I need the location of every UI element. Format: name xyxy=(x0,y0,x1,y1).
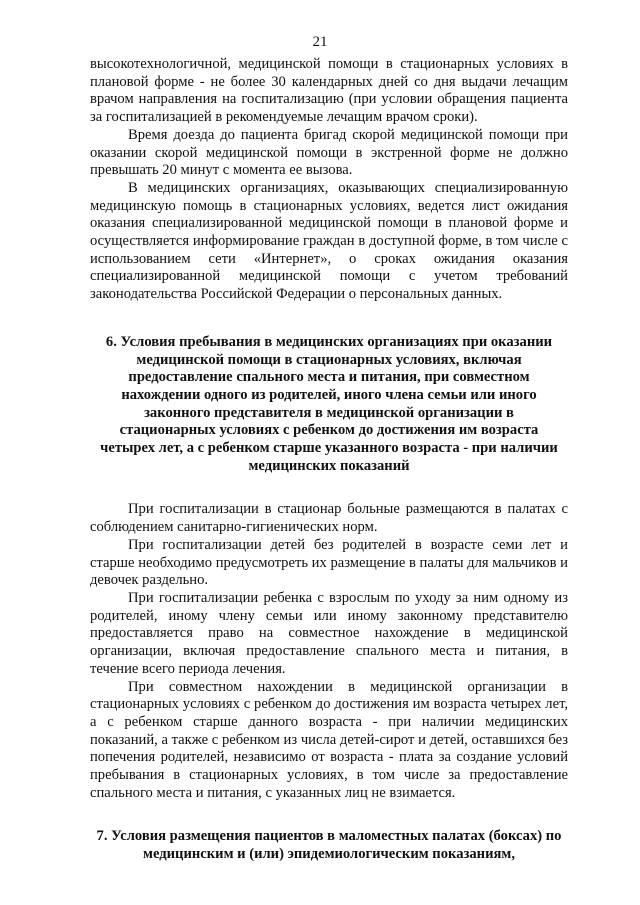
section-6-paragraph-1: При госпитализации в стационар больные размещаются в палатах с соблюдением санитарно-гигиенических норм. xyxy=(90,501,568,536)
document-body xyxy=(90,56,568,864)
section-7-heading: 7. Условия размещения пациентов в маломестных палатах (боксах) по медицинским и (или) эпидемиологическим показаниям, xyxy=(96,828,562,863)
section-6-paragraph-2: При госпитализации детей без родителей в возрасте семи лет и старше необходимо предусмотреть их размещение в палаты для мальчиков и девочек раздельно. xyxy=(90,536,568,589)
section-6-heading: 6. Условия пребывания в медицинских организациях при оказании медицинской помощи в стационарных условиях, включая предоставление спального места и питания, при совместном нахождении одного из родителей, иного члена семьи или иного законного представителя в медицинской организации в стационарных условиях с ребенком до достижения им возраста четырех лет, а с ребенком старше указанного возраста - при наличии медицинских показаний xyxy=(100,333,558,474)
page-number: 21 xyxy=(312,34,328,50)
paragraph-ambulance-time: Время доезда до пациента бригад скорой медицинской помощи при оказании скорой медицинской помощи в экстренной форме не должно превышать 20 минут с момента ее вызова. xyxy=(90,126,568,179)
paragraph-waiting-list: В медицинских организациях, оказывающих специализированную медицинскую помощь в стационарных условиях, ведется лист ожидания оказания специализированной медицинской помощи в плановой форме и осуществляется информирование граждан в доступной форме, в том числе с использованием сети «Интернет», о сроках ожидания оказания специализированной медицинской помощи с учетом требований законодательства Российской Федерации о персональных данных. xyxy=(90,179,568,303)
section-6-paragraph-4: При совместном нахождении в медицинской организации в стационарных условиях с ребенком до достижения им возраста четырех лет, а с ребенком старше данного возраста - при наличии медицинских показаний, а также с ребенком из числа детей-сирот и детей, оставшихся без попечения родителей, независимо от возраста - плата за создание условий пребывания в стационарных условиях, в том числе за предоставление спального места и питания, с указанных лиц не взимается. xyxy=(90,678,568,801)
section-6-paragraph-3: При госпитализации ребенка с взрослым по уходу за ним одному из родителей, иному члену семьи или иному законному представителю предоставляется право на совместное нахождение в медицинской организации, включая предоставление спального места и питания, в течение всего периода лечения. xyxy=(90,589,568,677)
paragraph-continuation: высокотехнологичной, медицинской помощи в стационарных условиях в плановой форме - не более 30 календарных дней со дня выдачи лечащим врачом направления на госпитализацию (при условии обращения пациента за госпитализацией в рекомендуемые лечащим врачом сроки). xyxy=(90,56,568,126)
